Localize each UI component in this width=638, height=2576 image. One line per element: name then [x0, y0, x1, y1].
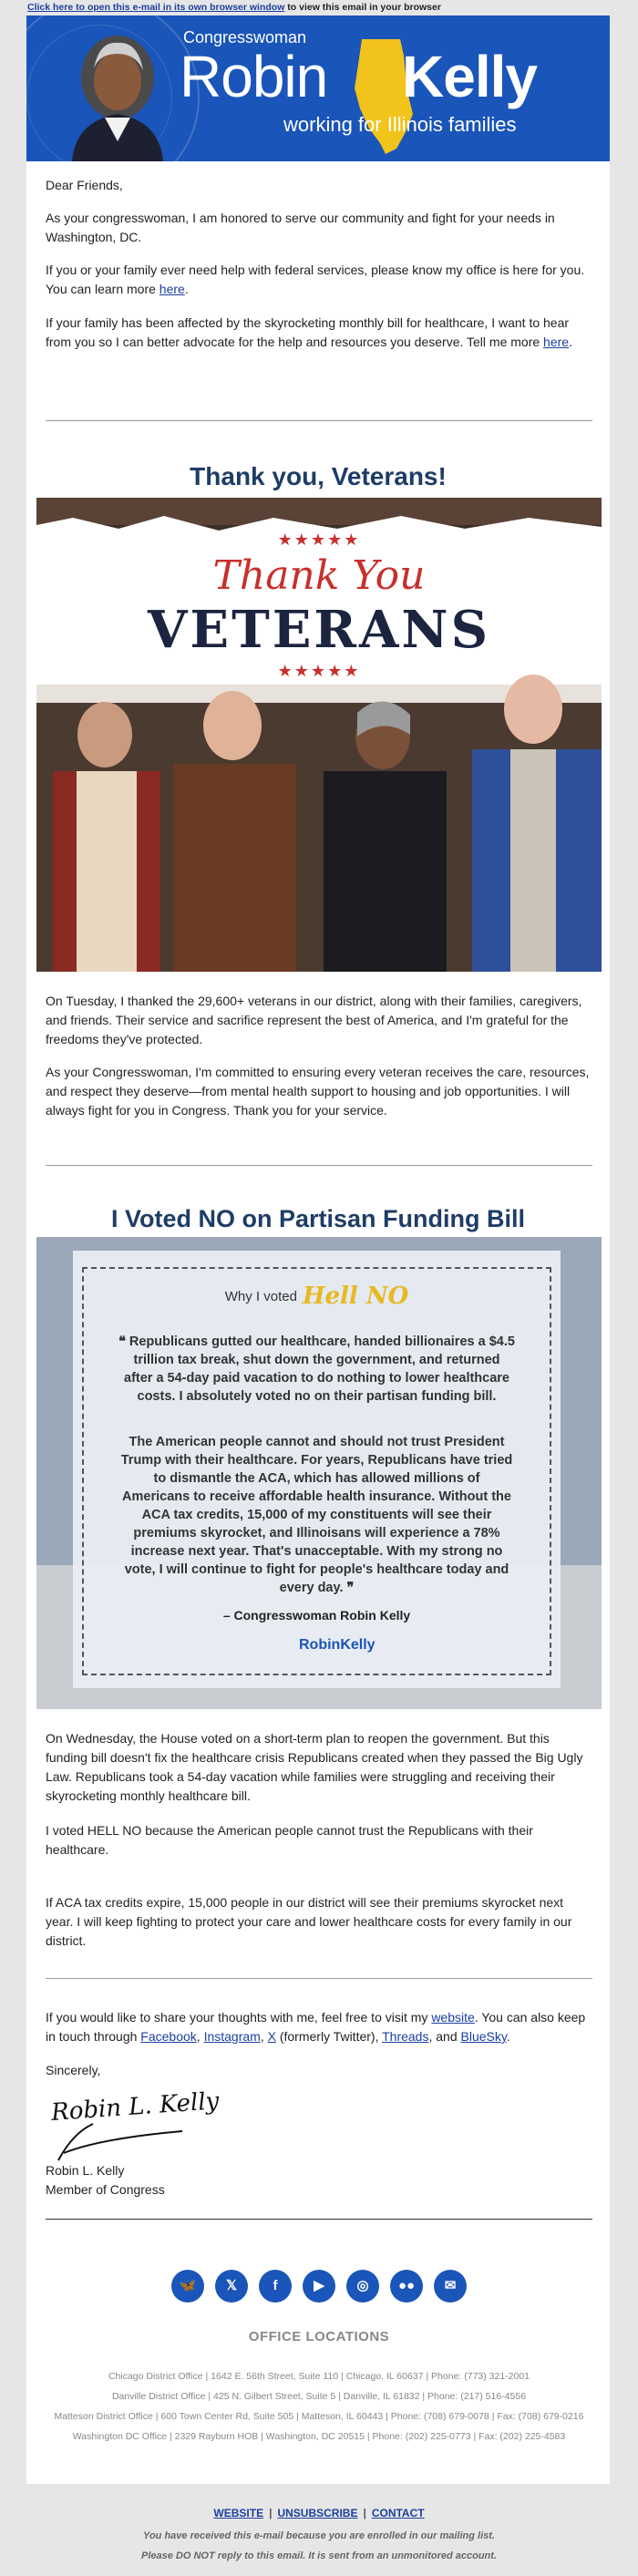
thank-you-veterans-image — [36, 498, 602, 972]
instagram-icon[interactable]: ◎ — [346, 2270, 379, 2303]
why-i-voted — [73, 1283, 561, 1310]
sincerely: Sincerely, — [46, 2063, 101, 2077]
intro-p3-end: . — [569, 335, 572, 349]
quote-paragraph-1: ❝ Republicans gutted our healthcare, handed billionaires a $4.5 trillion tax break, shut down the government, and returned after a 54-day paid vacation to do nothing to lower healthcare costs. I absolutely voted no on their partisan funding bill. — [118, 1334, 515, 1404]
intro-p3-text: If your family has been affected by the skyrocketing monthly bill for healthcare, I want to hear from you so I can better advocate for the help and resources you deserve. Tell me more — [46, 315, 570, 349]
banner-tagline: working for Illinois families — [283, 113, 517, 136]
intro-p2-text: If you or your family ever need help with federal services, please know my office is here for you. You can learn more — [46, 263, 585, 296]
facebook-link[interactable]: Facebook — [140, 2029, 197, 2044]
veterans-heading: Thank you, Veterans! — [190, 462, 447, 490]
open-in-browser-link[interactable]: Click here to open this e-mail in its own browser window — [27, 2, 285, 13]
divider — [46, 420, 592, 421]
healthcare-here-link[interactable]: here — [543, 335, 570, 349]
browser-view-bar — [0, 0, 638, 15]
thank-you-script: Thank You — [212, 552, 426, 599]
veterans-paragraph-2: As your Congresswoman, I'm committed to ensuring every veteran receives the care, resources, and respect they deserve—from mental health support to housing and job opportunities. I will always fight for you in Congress. Thank you for your service. — [46, 1065, 590, 1118]
divider — [46, 1165, 592, 1166]
why-i-voted-hell-no-image — [36, 1237, 602, 1709]
footer-website-link[interactable]: WEBSITE — [213, 2507, 264, 2519]
period: . — [506, 2029, 510, 2044]
divider — [46, 2219, 592, 2220]
youtube-icon[interactable]: ▶ — [303, 2270, 335, 2303]
share-text: If you would like to share your thoughts with me, feel free to visit my — [46, 2010, 432, 2025]
signature-flourish — [46, 2097, 201, 2169]
funding-paragraph-3: If ACA tax credits expire, 15,000 people in our district will see their premiums skyrocket next year. I will keep fighting to protect your care and lower healthcare costs for every family in our district. — [46, 1895, 572, 1948]
office-chicago: Chicago District Office | 1642 E. 56th Street, Suite 110 | Chicago, IL 60637 | Phone: (773) 321-2001 — [108, 2371, 530, 2382]
sender-name: Robin L. Kelly — [46, 2163, 125, 2178]
funding-paragraph-2: I voted HELL NO because the American people cannot trust the Republicans with their healthcare. — [46, 1823, 533, 1857]
services-here-link[interactable]: here — [159, 282, 185, 296]
robin-kelly-logo: RobinKelly — [299, 1637, 376, 1653]
office-locations-heading: OFFICE LOCATIONS — [248, 2329, 390, 2344]
quote-paragraph-2: The American people cannot and should not trust President Trump with their healthcare. For years, Republicans have tried to dismantle the ACA, which has allowed millions of Americans to receive affordable health insurance. Without the ACA tax credits, 15,000 of my constituents will see their premiums skyrocket, and Illinoisans will experience a 78% increase next year. That's unacceptable. With my strong no vote, I will continue to fight for people's healthcare today and every day. ❞ — [120, 1435, 513, 1595]
open-in-browser-text: to view this email in your browser — [284, 2, 441, 13]
comma: , — [260, 2029, 268, 2044]
facebook-icon[interactable]: f — [259, 2270, 292, 2303]
greeting: Dear Friends, — [46, 178, 123, 192]
separator: | — [269, 2507, 273, 2519]
veterans-word: VETERANS — [147, 600, 491, 660]
twitter-icon[interactable]: 𝕏 — [215, 2270, 248, 2303]
why-i-voted-text: Why I voted — [224, 1289, 297, 1304]
office-matteson: Matteson District Office | 600 Town Center Rd, Suite 505 | Matteson, IL 60443 | Phone: (708) 679-0078 | Fax: (708) 679-0216 — [54, 2411, 584, 2422]
flickr-icon[interactable]: ●● — [390, 2270, 423, 2303]
office-danville: Danville District Office | 425 N. Gilbert Street, Suite 5 | Danville, IL 61832 | Phone: (217) 516-4556 — [111, 2391, 527, 2402]
website-link[interactable]: website — [431, 2010, 475, 2025]
contact-link[interactable]: CONTACT — [371, 2507, 425, 2519]
intro-paragraph-1: As your congresswoman, I am honored to serve our community and fight for your needs in Washington, DC. — [46, 211, 555, 244]
intro-paragraph-2 — [46, 261, 592, 299]
footer-links — [0, 2507, 638, 2519]
veterans-stars-top: ★★★★★ — [277, 531, 361, 549]
x-link[interactable]: X — [267, 2029, 276, 2044]
unsubscribe-link[interactable]: UNSUBSCRIBE — [277, 2507, 358, 2519]
bluesky-link[interactable]: BlueSky — [460, 2029, 507, 2044]
share-text-3: (formerly Twitter), — [275, 2029, 383, 2044]
no-reply-note: Please DO NOT reply to this email. It is sent from an unmonitored account. — [141, 2550, 497, 2561]
email-icon[interactable]: ✉ — [434, 2270, 467, 2303]
veterans-paragraph-1: On Tuesday, I thanked the 29,600+ veterans in our district, along with their families, caregivers, and friends. Their service and sacrifice represent the best of America, and I'm grateful for the freedoms they've protected. — [46, 994, 582, 1046]
veterans-stars-bottom: ★★★★★ — [277, 662, 361, 680]
share-thoughts-paragraph — [46, 2008, 592, 2046]
sender-role: Member of Congress — [46, 2182, 165, 2197]
instagram-link[interactable]: Instagram — [203, 2029, 261, 2044]
intro-p2-end: . — [184, 282, 189, 296]
and-text: , and — [428, 2029, 461, 2044]
social-icons-row — [0, 2270, 638, 2303]
threads-link[interactable]: Threads — [382, 2029, 429, 2044]
congresswoman-portrait — [63, 23, 172, 161]
mailing-list-note: You have received this e-mail because you are enrolled in our mailing list. — [143, 2530, 495, 2541]
header-banner — [26, 15, 610, 161]
banner-title-small: Congresswoman — [183, 28, 307, 46]
quote-signature: – Congresswoman Robin Kelly — [222, 1608, 411, 1623]
divider — [46, 1978, 592, 1979]
banner-first-name: Robin — [180, 44, 328, 109]
separator: | — [363, 2507, 366, 2519]
hell-no-text: Hell NO — [302, 1283, 409, 1310]
banner-last-name: Kelly — [402, 44, 537, 109]
comma: , — [196, 2029, 204, 2044]
intro-paragraph-3 — [46, 314, 592, 352]
bluesky-icon[interactable]: 🦋 — [171, 2270, 204, 2303]
handwritten-signature: Robin L. Kelly — [50, 2087, 221, 2127]
office-dc: Washington DC Office | 2329 Rayburn HOB | Washington, DC 20515 | Phone: (202) 225-0773 | Fax: (202) 225-4583 — [72, 2431, 566, 2442]
quote-card — [73, 1251, 561, 1688]
funding-heading: I Voted NO on Partisan Funding Bill — [110, 1205, 525, 1232]
share-text-2: . You can also keep in touch through — [46, 2010, 586, 2044]
funding-paragraph-1: On Wednesday, the House voted on a short-term plan to reopen the government. But this funding bill doesn't fix the healthcare crisis Republicans created when they passed the Big Ugly Law. Republicans took a 54-day vacation while families were struggling and receiving their skyrocketing monthly healthcare bill. — [46, 1731, 583, 1803]
